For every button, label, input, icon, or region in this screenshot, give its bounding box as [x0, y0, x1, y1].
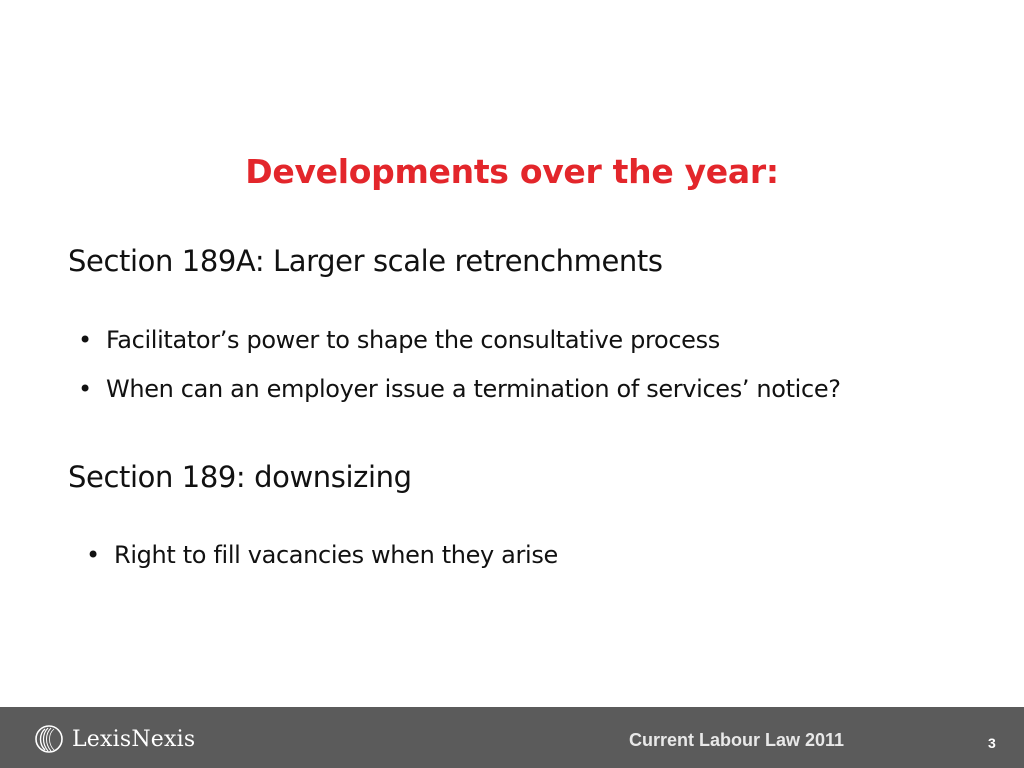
bullet-glyph: • [86, 541, 100, 569]
section-heading-189a: Section 189A: Larger scale retrenchments [68, 244, 663, 278]
page-number: 3 [988, 735, 996, 751]
bullet-text: When can an employer issue a termination of services’ notice? [106, 375, 841, 403]
bullet-item [78, 326, 720, 354]
bullet-text: Facilitator’s power to shape the consultative process [106, 326, 720, 354]
section-heading-189: Section 189: downsizing [68, 460, 412, 494]
lexisnexis-logo [34, 724, 195, 754]
lexisnexis-logo-icon [34, 724, 64, 754]
slide-title: Developments over the year: [245, 152, 779, 191]
bullet-item [86, 541, 558, 569]
bullet-glyph: • [78, 375, 92, 403]
bullet-text: Right to fill vacancies when they arise [114, 541, 558, 569]
logo-text: LexisNexis [72, 726, 196, 752]
bullet-glyph: • [78, 326, 92, 354]
footer-bar [0, 707, 1024, 768]
footer-title: Current Labour Law 2011 [629, 730, 845, 750]
bullet-item [78, 375, 841, 403]
